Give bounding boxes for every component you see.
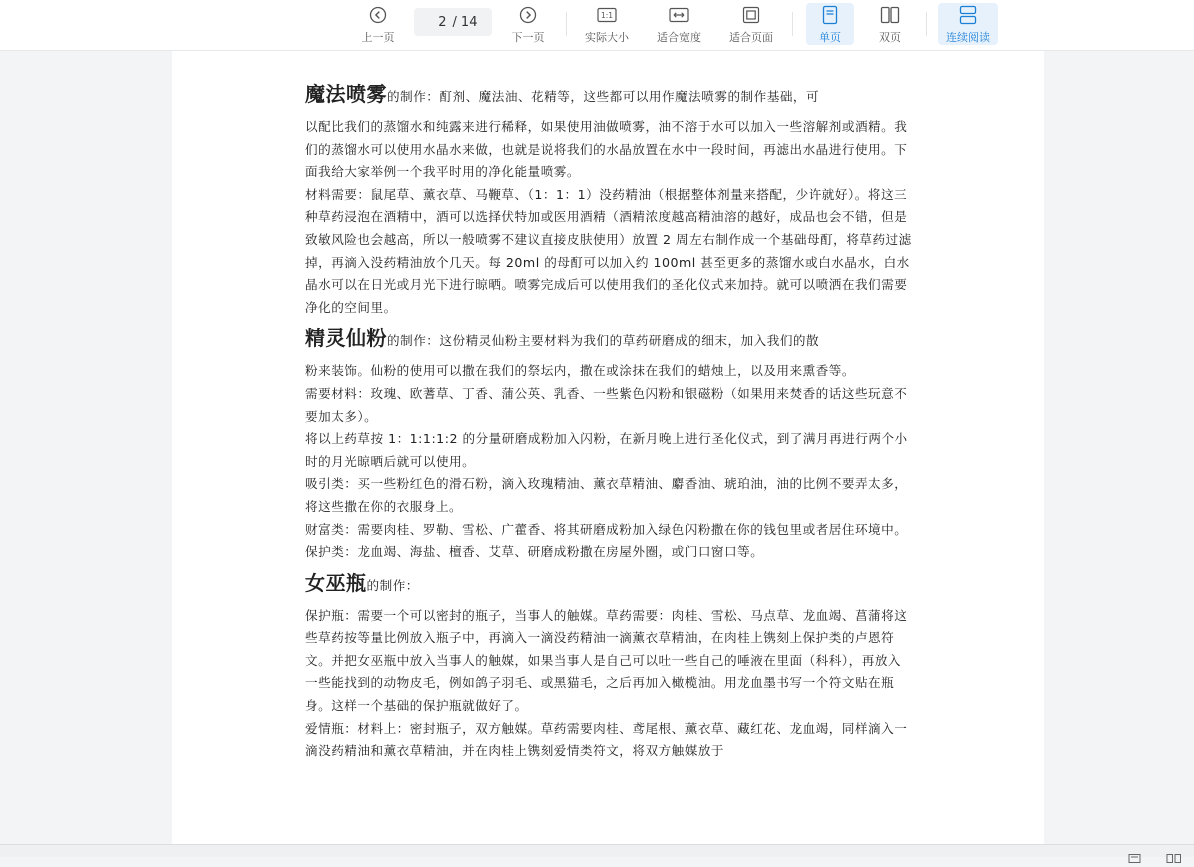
fit-width-label: 适合宽度 bbox=[657, 31, 701, 44]
section-title: 女巫瓶 bbox=[305, 570, 367, 595]
toolbar-divider bbox=[926, 12, 927, 36]
actual-size-button[interactable] bbox=[580, 3, 634, 45]
section-intro: 的制作： bbox=[366, 577, 419, 593]
section-magic-spray-heading bbox=[305, 75, 913, 116]
actual-size-label: 实际大小 bbox=[585, 31, 629, 44]
section-title: 精灵仙粉 bbox=[305, 326, 387, 351]
double-page-icon bbox=[879, 4, 901, 25]
continuous-reading-label: 连续阅读 bbox=[946, 31, 990, 44]
toolbar-divider bbox=[792, 12, 793, 36]
paragraph: 需要材料：玫瑰、欧蓍草、丁香、蒲公英、乳香、一些紫色闪粉和银磁粉（如果用来焚香的话这些玩意不要加太多）。 bbox=[305, 385, 908, 424]
fit-page-icon bbox=[740, 4, 762, 25]
fit-page-label: 适合页面 bbox=[729, 31, 773, 44]
paragraph: 以配比我们的蒸馏水和纯露来进行稀释，如果使用油做喷雾，油不溶于水可以加入一些溶解剂或酒精。我们的蒸馏水可以使用水晶水来做，也就是说将我们的水晶放置在水中一段时间，再滤出水晶进行使用。下面我给大家举例一个我平时用的净化能量喷雾。 bbox=[305, 119, 908, 180]
fit-width-button[interactable] bbox=[652, 3, 706, 45]
next-page-label: 下一页 bbox=[511, 31, 545, 44]
section-witch-bottle-heading bbox=[305, 564, 913, 605]
section-intro: 的制作：这份精灵仙粉主要材料为我们的草药研磨成的细末，加入我们的散 bbox=[387, 333, 820, 349]
prev-page-button[interactable] bbox=[356, 3, 400, 45]
fit-page-button[interactable] bbox=[724, 3, 778, 45]
prev-page-label: 上一页 bbox=[361, 31, 395, 44]
actual-size-glyph: 1:1 bbox=[600, 10, 614, 20]
section-title: 魔法喷雾 bbox=[305, 82, 387, 106]
paragraph: 粉来装饰。仙粉的使用可以撒在我们的祭坛内，撒在或涂抹在我们的蜡烛上，以及用来熏香等。 bbox=[305, 363, 855, 379]
paragraph: 爱情瓶：材料上：密封瓶子，双方触媒。草药需要肉桂、鸢尾根、薰衣草、藏红花、龙血竭，同样滴入一滴没药精油和薰衣草精油，并在肉桂上镌刻爱情类符文，将双方触媒放于 bbox=[305, 720, 908, 759]
continuous-reading-button[interactable] bbox=[938, 3, 998, 45]
paragraph: 保护类：龙血竭、海盐、檀香、艾草、研磨成粉撒在房屋外圈，或门口窗口等。 bbox=[305, 544, 764, 560]
total-pages: 14 bbox=[460, 14, 478, 30]
continuous-reading-icon bbox=[957, 4, 979, 25]
fit-width-icon bbox=[668, 4, 690, 25]
next-page-button[interactable] bbox=[506, 3, 550, 45]
status-bar bbox=[0, 844, 1194, 857]
single-page-icon bbox=[819, 4, 841, 25]
paragraph: 保护瓶：需要一个可以密封的瓶子，当事人的触媒。草药需要：肉桂、雪松、马点草、龙血竭、菖蒲将这些草药按等量比例放入瓶子中，再滴入一滴没药精油一滴薰衣草精油，在肉桂上镌刻上保护类的卢恩符文。并把女巫瓶中放入当事人的触媒，如果当事人是自己可以吐一些自己的唾液在里面（科科），再放入一些能找到的动物皮毛，例如鸽子羽毛、或黑猫毛，之后再加入橄榄油。用龙血墨书写一个符文贴在瓶身。这样一个基础的保护瓶就做好了。 bbox=[305, 607, 908, 714]
section-intro: 的制作：酊剂、魔法油、花精等，这些都可以用作魔法喷雾的制作基础，可 bbox=[387, 89, 820, 104]
double-page-label: 双页 bbox=[879, 31, 901, 44]
single-page-button[interactable] bbox=[806, 3, 854, 45]
paragraph: 将以上药草按 1：1:1:1:2 的分量研磨成粉加入闪粉，在新月晚上进行圣化仪式，到了满月再进行两个小时的月光晾晒后就可以使用。 bbox=[305, 431, 908, 469]
chevron-right-circle-icon bbox=[517, 4, 539, 25]
chevron-left-circle-icon bbox=[367, 4, 389, 25]
section-fairy-dust-heading bbox=[305, 319, 913, 360]
paragraph: 材料需要：鼠尾草、薰衣草、马鞭草、（1：1：1）没药精油（根据整体剂量来搭配，少许就好）。将这三种草药浸泡在酒精中，酒可以选择伏特加或医用酒精（酒精浓度越高精油溶的越好，成品也会不错，但是致敏风险也会越高，所以一般喷雾不建议直接皮肤使用）放置 2 周左右制作成一个基础母酊，将草药过滤掉，再滴入没药精油放个几天。每 20ml 的母酊可以加入约 100ml 甚至更多的蒸馏水或白水晶水，白水晶水可以在日光或月光下进行晾晒。喷雾完成后可以使用我们的圣化仪式来加持。就可以喷洒在我们需要净化的空间里。 bbox=[305, 186, 912, 315]
page-content bbox=[305, 75, 913, 763]
paragraph: 财富类：需要肉桂、罗勒、雪松、广藿香、将其研磨成粉加入绿色闪粉撒在你的钱包里或者居住环境中。 bbox=[305, 521, 908, 537]
actual-size-icon bbox=[596, 4, 618, 25]
document-viewer[interactable] bbox=[0, 51, 1194, 844]
double-page-button[interactable] bbox=[866, 3, 914, 45]
toolbar-divider bbox=[566, 12, 567, 36]
paragraph: 吸引类：买一些粉红色的滑石粉，滴入玫瑰精油、薰衣草精油、麝香油、琥珀油，油的比例不要弄太多，将这些撒在你的衣服身上。 bbox=[305, 476, 908, 514]
toolbar bbox=[0, 0, 1194, 51]
page-number-input[interactable] bbox=[429, 15, 447, 30]
page-indicator: 2 / 14 bbox=[414, 8, 492, 36]
single-page-label: 单页 bbox=[819, 31, 841, 44]
document-page bbox=[172, 51, 1044, 844]
